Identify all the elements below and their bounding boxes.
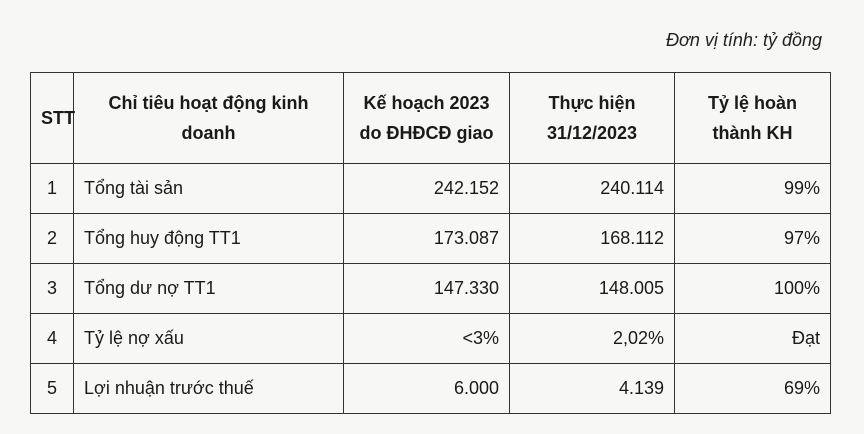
cell-plan: 147.330 <box>344 264 510 314</box>
cell-plan: 6.000 <box>344 364 510 414</box>
cell-actual: 2,02% <box>510 314 675 364</box>
cell-rate: 100% <box>675 264 831 314</box>
table-row <box>31 364 831 414</box>
cell-actual: 148.005 <box>510 264 675 314</box>
header-plan <box>344 73 510 164</box>
header-actual-line2: 31/12/2023 <box>546 123 638 143</box>
table-body <box>31 164 831 414</box>
cell-indicator: Lợi nhuận trước thuế <box>74 364 344 414</box>
header-rate <box>675 73 831 164</box>
cell-indicator: Tỷ lệ nợ xấu <box>74 314 344 364</box>
cell-indicator: Tổng huy động TT1 <box>74 214 344 264</box>
header-plan-line2: do ĐHĐCĐ giao <box>359 123 494 143</box>
cell-stt: 1 <box>31 164 74 214</box>
table-row <box>31 164 831 214</box>
table-row <box>31 264 831 314</box>
header-rate-line2: thành KH <box>712 123 793 143</box>
cell-actual: 4.139 <box>510 364 675 414</box>
cell-actual: 168.112 <box>510 214 675 264</box>
cell-stt: 2 <box>31 214 74 264</box>
cell-stt: 5 <box>31 364 74 414</box>
cell-rate: 97% <box>675 214 831 264</box>
header-rate-line1: Tỷ lệ hoàn <box>707 93 797 113</box>
cell-stt: 3 <box>31 264 74 314</box>
header-actual <box>510 73 675 164</box>
cell-indicator: Tổng tài sản <box>74 164 344 214</box>
header-plan-line1: Kế hoạch 2023 <box>363 93 490 113</box>
table-row <box>31 314 831 364</box>
cell-plan: <3% <box>344 314 510 364</box>
header-indicator-line1: Chỉ tiêu hoạt động kinh <box>108 93 309 113</box>
cell-rate: Đạt <box>675 314 831 364</box>
table-header <box>31 73 831 164</box>
cell-rate: 99% <box>675 164 831 214</box>
header-stt <box>31 73 74 164</box>
business-results-table <box>30 72 831 414</box>
cell-actual: 240.114 <box>510 164 675 214</box>
cell-rate: 69% <box>675 364 831 414</box>
cell-indicator: Tổng dư nợ TT1 <box>74 264 344 314</box>
header-indicator <box>74 73 344 164</box>
header-stt-label: STT <box>41 108 75 128</box>
cell-plan: 173.087 <box>344 214 510 264</box>
cell-plan: 242.152 <box>344 164 510 214</box>
cell-stt: 4 <box>31 314 74 364</box>
unit-note: Đơn vị tính: tỷ đồng <box>666 30 822 50</box>
header-row <box>31 73 831 164</box>
header-actual-line1: Thực hiện <box>548 93 636 113</box>
table-row <box>31 214 831 264</box>
header-indicator-line2: doanh <box>181 123 236 143</box>
